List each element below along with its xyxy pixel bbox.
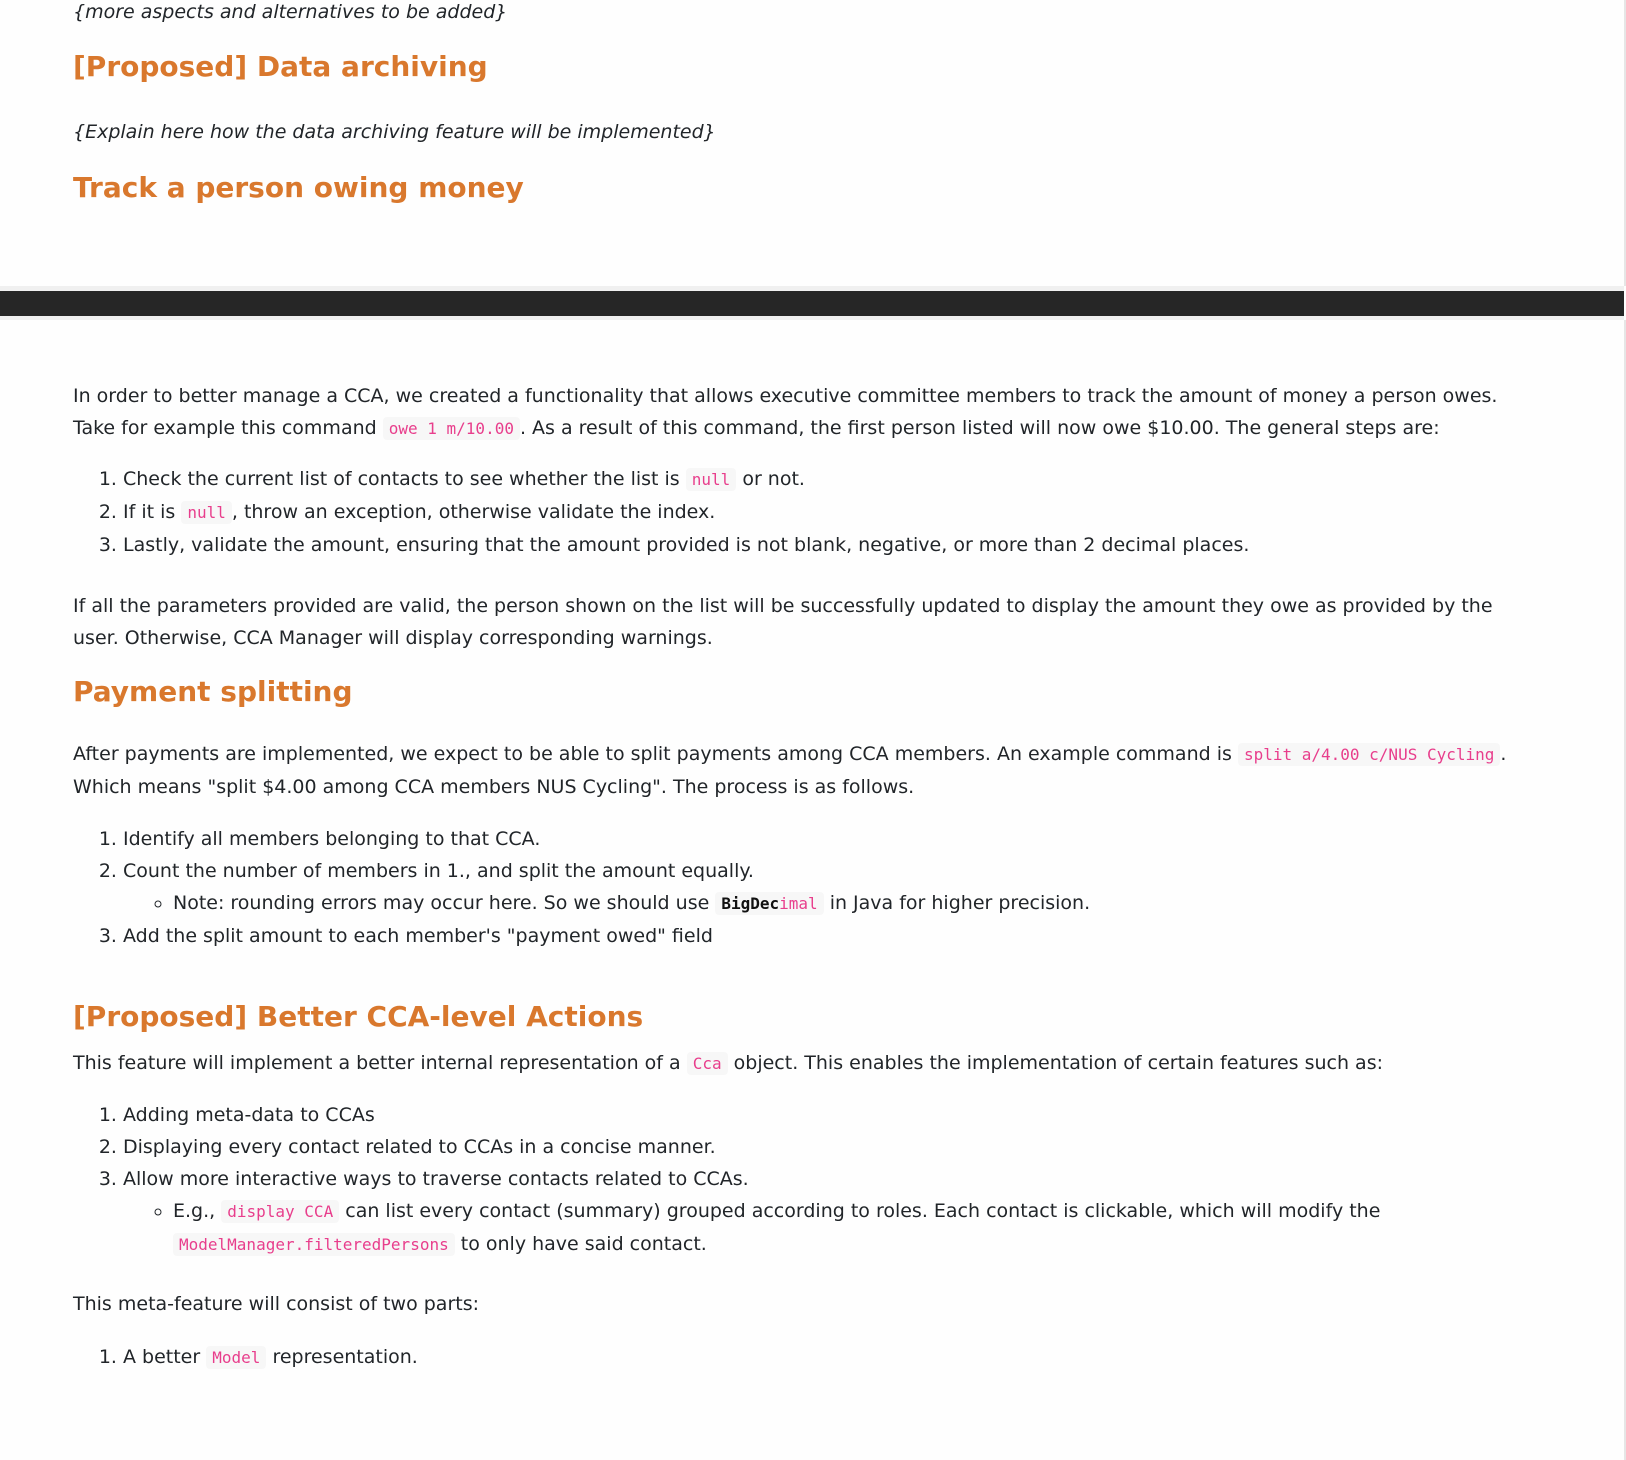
heading-cca-actions: [Proposed] Better CCA-level Actions <box>73 1000 644 1033</box>
paragraph: This meta-feature will consist of two parts: <box>73 1293 480 1315</box>
list-item: 3. Lastly, validate the amount, ensuring that the amount provided is not blank, negative, or more than 2 decimal places. <box>123 529 1249 561</box>
text: Take for example this command <box>73 417 383 439</box>
list-item: 3. Add the split amount to each member's "payment owed" field <box>123 920 1090 952</box>
inline-code: Model <box>206 1346 266 1369</box>
list-item: 2. Displaying every contact related to CCAs in a concise manner. <box>123 1131 1380 1163</box>
steps-list <box>73 463 1249 561</box>
placeholder-note: {Explain here how the data archiving feature will be implemented} <box>73 121 716 143</box>
placeholder-note: {more aspects and alternatives to be added} <box>73 1 508 23</box>
inline-code: split a/4.00 c/NUS Cycling <box>1238 743 1500 766</box>
list-item: 3. Allow more interactive ways to traverse contacts related to CCAs. ◦ E.g., display CCA can list every contact (summary) grouped according to roles. Each contact is clickable, which will modify the ModelManager.filteredPersons to only have said contact. <box>123 1163 1380 1261</box>
list-item: 1. A better Model representation. <box>123 1341 418 1374</box>
steps-list <box>73 823 1090 952</box>
list-item: ◦ E.g., display CCA can list every contact (summary) grouped according to roles. Each contact is clickable, which will modify the ModelManager.filteredPersons to only have said contact. <box>173 1195 1380 1261</box>
list-item: 1. Adding meta-data to CCAs <box>123 1099 1380 1131</box>
parts-list <box>73 1341 418 1374</box>
inline-code: ModelManager.filteredPersons <box>173 1233 455 1256</box>
inline-code: Cca <box>687 1052 728 1075</box>
text: In order to better manage a CCA, we created a functionality that allows executive committee members to track the amount of money a person owes. <box>73 385 1498 407</box>
list-item: ◦ Note: rounding errors may occur here. So we should use BigDecimal in Java for higher precision. <box>173 887 1090 920</box>
features-list <box>73 1099 1380 1261</box>
heading-data-archiving: [Proposed] Data archiving <box>73 50 488 83</box>
heading-track-owing: Track a person owing money <box>73 171 524 204</box>
text: . As a result of this command, the first person listed will now owe $10.00. The general steps are: <box>519 417 1440 439</box>
inline-code: null <box>686 468 737 491</box>
heading-payment-splitting: Payment splitting <box>73 675 353 708</box>
paragraph: After payments are implemented, we expect to be able to split payments among CCA members. An example command is split a/4.00 c/NUS Cycling . Which means "split $4.00 among CCA members NUS Cycling". The process is as follows. <box>73 743 1507 798</box>
page-divider-bar <box>0 291 1624 316</box>
paragraph: This feature will implement a better internal representation of a Cca object. This enables the implementation of certain features such as: <box>73 1052 1383 1074</box>
list-item: 2. Count the number of members in 1., and split the amount equally. ◦ Note: rounding errors may occur here. So we should use BigDecimal in Java for higher precision. <box>123 855 1090 920</box>
inline-code: owe 1 m/10.00 <box>383 417 520 440</box>
list-item: 2. If it is null , throw an exception, otherwise validate the index. <box>123 496 1249 529</box>
page-section <box>0 320 1626 1460</box>
list-item: 1. Identify all members belonging to that CCA. <box>123 823 1090 855</box>
inline-code: display CCA <box>221 1200 339 1223</box>
paragraph: If all the parameters provided are valid, the person shown on the list will be successfully updated to display the amount they owe as provided by the user. Otherwise, CCA Manager will display corresponding warnings. <box>73 595 1493 649</box>
previous-page-section <box>0 0 1626 286</box>
paragraph <box>73 380 1497 445</box>
inline-code: BigDecimal <box>715 892 823 915</box>
list-item: 1. Check the current list of contacts to see whether the list is null or not. <box>123 463 1249 496</box>
inline-code: null <box>181 501 232 524</box>
